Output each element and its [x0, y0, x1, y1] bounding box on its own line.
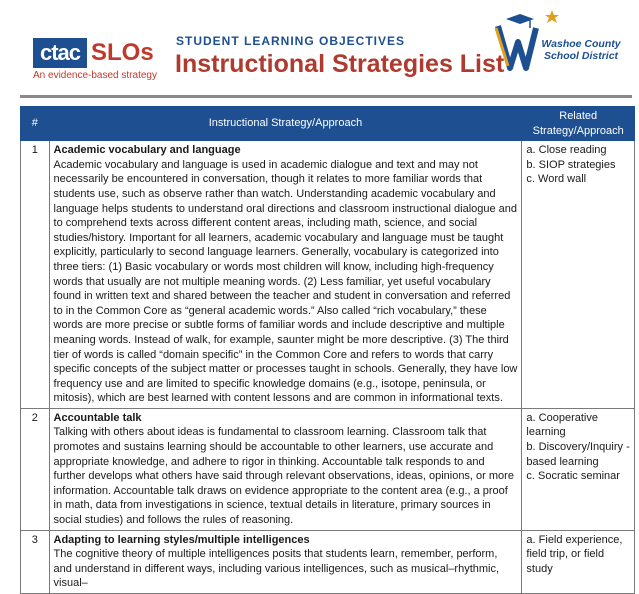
strategy-cell: [49, 530, 522, 593]
related-item: a. Field experience, field trip, or field study: [526, 533, 623, 575]
related-list: [526, 411, 630, 484]
related-item: a. Cooperative learning: [526, 411, 598, 439]
table-row: [21, 141, 635, 409]
strategy-title: Accountable talk: [53, 411, 142, 424]
table-header-row: [21, 107, 635, 141]
strategy-cell: [49, 141, 522, 409]
column-header-strategy: Instructional Strategy/Approach: [49, 107, 522, 141]
slos-logo-text: SLOs: [91, 39, 154, 66]
document-title: Instructional Strategies List: [175, 50, 505, 78]
table-row: [21, 408, 635, 530]
related-item: c. Socratic seminar: [526, 470, 620, 483]
document-subtitle: STUDENT LEARNING OBJECTIVES: [176, 34, 406, 48]
ctac-logo-mark: ctac: [33, 38, 87, 68]
strategies-table: [20, 106, 635, 594]
strategy-description: The cognitive theory of multiple intelligences posits that students learn, remember, perform, and understand in different ways, including various intelligences, such as musical–rhythmic, visual–: [53, 548, 500, 590]
strategy-title: Academic vocabulary and language: [53, 144, 241, 157]
table-row: [21, 530, 635, 593]
related-item: c. Word wall: [526, 173, 587, 186]
related-item: a. Close reading: [526, 144, 607, 157]
strategy-description: Talking with others about ideas is fundamental to classroom learning. Classroom talk that promotes and sustains learning should be accountable to other learners, use accurate and appropriate knowledge, and adhere to rigor in thinking. Accountable talk responds to and further develops what others have said through relevant observations, ideas, opinions, or more information. Accountable talk draws on evidence appropriate to the content area (e.g., a proof in math, data from investigations in science, textual details in literature, primary sources in social studies) and follows the rules of reasoning.: [53, 426, 514, 527]
related-item: b. Discovery/Inquiry - based learning: [526, 441, 630, 468]
row-number: 1: [21, 141, 50, 409]
page-header: [0, 0, 639, 100]
related-item: b. SIOP strategies: [526, 158, 616, 171]
related-list: [526, 143, 630, 187]
header-divider: [20, 95, 632, 98]
column-header-related: Related Strategy/Approach: [522, 107, 635, 141]
related-list: [526, 533, 630, 577]
related-cell: [522, 530, 635, 593]
row-number: 3: [21, 530, 50, 593]
related-cell: [522, 141, 635, 409]
logo-tagline: An evidence-based strategy: [33, 70, 157, 81]
row-number: 2: [21, 408, 50, 530]
column-header-number: #: [21, 107, 50, 141]
strategy-cell: [49, 408, 522, 530]
district-name: Washoe County School District: [541, 38, 621, 62]
related-cell: [522, 408, 635, 530]
strategy-description: Academic vocabulary and language is used in academic dialogue and text and may not necessarily be encountered in conversation, though it relates to more familiar words that students use, such as observe rather than watch. Understanding academic vocabulary and language helps students to understand oral directions and classroom instructional dialogue and to comprehend texts across different content areas, including math, science, and social studies/history. Important for all learners, academic vocabulary and language must be taught explicitly, particularly to second language learners. Generally, vocabulary is categorized into three tiers: (1) Basic vocabulary or words most children will know, including high-frequency words that usually are not multiple meaning words. (2) Less familiar, yet useful vocabulary found in written text and shared between the teacher and student in conversation and referred to in the Common Core as “general academic words.” Also called “rich vocabulary,” these words are more precise or subtle forms of familiar words and include descriptive and multiple meaning words. Instead of walk, for example, saunter might be more descriptive. (3) The third tier of words is called “domain specific” in the Common Core and refers to words that carry specific concepts of the subject matter or processes taught in schools. Generally, they have low frequency use and are limited to specific knowledge domains (e.g., isotope, peninsula, or mitosis), which are best learned with content lessons and are common in informational texts.: [53, 158, 518, 405]
strategy-title: Adapting to learning styles/multiple intelligences: [53, 533, 310, 546]
